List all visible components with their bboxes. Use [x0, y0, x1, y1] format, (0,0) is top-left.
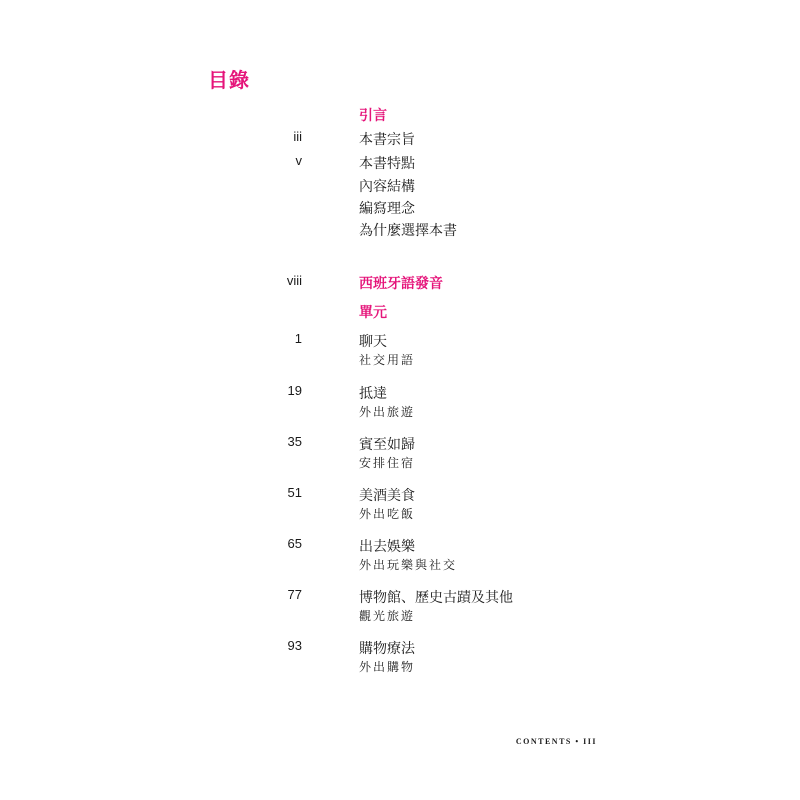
toc-unit-entry[interactable]: [0, 536, 800, 580]
entry-label: 本書特點: [359, 156, 415, 172]
page-number: 51: [287, 485, 302, 500]
toc-unit-entry[interactable]: [0, 587, 800, 631]
unit-title: 美酒美食: [359, 488, 415, 504]
pronunciation-label: 西班牙語發音: [359, 276, 443, 292]
page-number: 19: [287, 383, 302, 398]
toc-unit-entry[interactable]: [0, 485, 800, 529]
unit-title: 出去娛樂: [359, 539, 415, 555]
unit-subtitle: 社交用語: [359, 353, 416, 367]
page-number: iii: [293, 129, 302, 144]
unit-subtitle: 外出購物: [359, 660, 416, 674]
intro-heading: 引言: [359, 108, 387, 124]
page-number: 93: [287, 638, 302, 653]
unit-title: 博物館、歷史古蹟及其他: [359, 590, 513, 606]
toc-entry-pronunciation[interactable]: [0, 273, 800, 299]
page-number: 77: [287, 587, 302, 602]
running-footer: CONTENTS • III: [515, 737, 597, 746]
unit-subtitle: 觀光旅遊: [359, 609, 416, 623]
unit-title: 抵達: [359, 386, 387, 402]
toc-unit-entry[interactable]: [0, 383, 800, 427]
page-number: 35: [287, 434, 302, 449]
entry-label: 內容結構: [359, 179, 415, 195]
units-heading: 單元: [359, 305, 387, 321]
unit-title: 聊天: [359, 334, 387, 350]
page-number: viii: [286, 273, 302, 288]
unit-subtitle: 外出玩樂與社交: [359, 558, 458, 572]
entry-label: 編寫理念: [359, 201, 415, 217]
unit-title: 賓至如歸: [359, 437, 415, 453]
page-number: 65: [287, 536, 302, 551]
toc-entry[interactable]: [0, 220, 800, 246]
unit-subtitle: 外出吃飯: [359, 507, 416, 521]
toc-unit-entry[interactable]: [0, 434, 800, 478]
entry-label: 為什麼選擇本書: [359, 223, 457, 239]
page-number: 1: [294, 331, 302, 346]
toc-unit-entry[interactable]: [0, 638, 800, 682]
intro-heading-row: [0, 105, 800, 131]
toc-entry[interactable]: [0, 129, 800, 155]
page-number: v: [295, 153, 302, 168]
unit-title: 購物療法: [359, 641, 415, 657]
units-heading-row: [0, 302, 800, 328]
unit-subtitle: 安排住宿: [359, 456, 416, 470]
unit-subtitle: 外出旅遊: [359, 405, 416, 419]
toc-unit-entry[interactable]: [0, 331, 800, 375]
entry-label: 本書宗旨: [359, 132, 415, 148]
page-title: 目錄: [208, 68, 250, 92]
